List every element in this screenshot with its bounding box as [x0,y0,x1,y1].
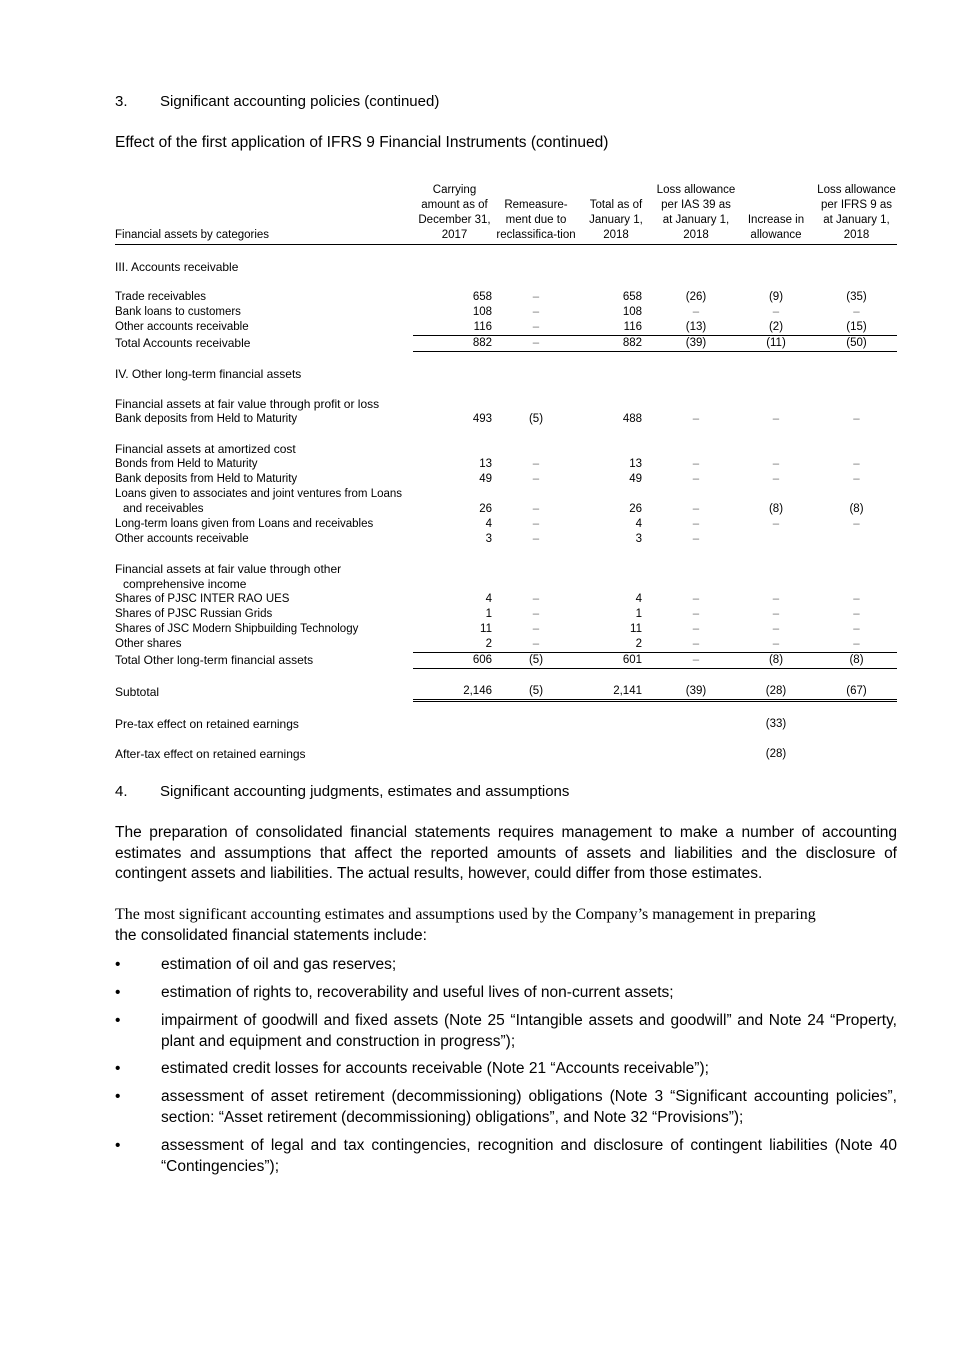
bullet-text: estimation of oil and gas reserves; [161,956,397,973]
empty-cell [816,747,897,762]
cell-carrying: 658 [472,291,492,303]
cell-total: 11 [630,623,642,635]
header-col-increase: Increase in allowance [736,183,816,245]
cell-ias39-allowance: – [692,518,700,530]
cell-remeasurement: – [532,518,540,530]
cell-carrying: 882 [413,336,496,352]
cell-remeasurement: – [532,623,540,635]
cell-increase: (28) [736,684,816,701]
bullet-symbol: • [115,956,121,973]
cell-ifrs9-allowance: (15) [846,321,867,333]
empty-cell [656,747,736,762]
cell-remeasurement: – [532,291,540,303]
cell-increase: – [772,593,780,605]
cell-ifrs9-allowance: – [853,638,860,650]
bullet-text: estimation of rights to, recoverability and useful lives of non-current assets; [161,984,674,1001]
row-label: Shares of JSC Modern Shipbuilding Technology [115,623,359,635]
cell-increase: (2) [768,321,784,333]
bullet-symbol: • [115,1060,121,1077]
cell-total: 1 [635,608,642,620]
bullet-text: assessment of legal and tax contingencies, recognition and disclosure of contingent liabilities (Note 40 “Contingencies”); [161,1137,897,1175]
cell-remeasurement: – [532,321,540,333]
subsection-title: Effect of the first application of IFRS 9 Financial Instruments (continued) [115,134,609,151]
cell-increase: – [772,623,780,635]
cell-total: 3 [635,533,642,545]
cell-ifrs9-allowance: (35) [846,291,867,303]
loans-associates-line1-text: Loans given to associates and joint ventures from Loans [115,488,403,500]
loans-associates-line1 [115,487,897,502]
cell-ifrs9-allowance [816,532,897,547]
cell-ifrs9-allowance: – [853,593,860,605]
paragraph-estimates [115,905,897,946]
cell-total: 2 [635,638,642,650]
aftertax-row [115,747,897,762]
cell-ias39-allowance: (39) [656,684,736,701]
cell-carrying: 4 [485,518,492,530]
cell-increase: (8) [736,653,816,669]
table-row [115,472,897,487]
row-spacer [115,547,897,562]
row-label: Bank deposits from Held to Maturity [115,473,298,485]
cell-remeasurement: – [532,503,540,515]
row-label: Bank deposits from Held to Maturity [115,413,298,425]
header-col-carrying: Carrying amount as of December 31, 2017 [413,183,496,245]
row-label: Other accounts receivable [115,321,249,334]
fvoci-heading-line1 [115,562,897,577]
section-title: Significant accounting judgments, estimates and assumptions [160,783,570,800]
cell-total: 4 [635,518,642,530]
table-row [115,336,897,352]
table-row [115,290,897,305]
cell-ifrs9-allowance: (67) [816,684,897,701]
section-title: Significant accounting policies (continued) [160,93,440,110]
row-label: and receivables [123,503,204,515]
cell-carrying: 26 [479,503,492,515]
table-row [115,532,897,547]
header-col-ias39: Loss allowance per IAS 39 as at January 1, 2018 [656,183,736,245]
section-3-heading [115,93,715,113]
cell-remeasurement: – [532,593,540,605]
section-long-term-assets-text: IV. Other long-term financial assets [115,367,302,381]
row-spacer [115,245,897,261]
section-number: 4. [115,783,128,800]
cell-ias39-allowance: – [692,458,700,470]
empty-cell [656,717,736,732]
table-row [115,592,897,607]
row-spacer [115,382,897,397]
amortized-cost-heading-text: Financial assets at amortized cost [115,442,296,456]
bullet-symbol: • [115,1088,121,1105]
cell-carrying: 4 [485,593,492,605]
section-long-term-assets [115,367,897,382]
cell-total: 882 [576,336,656,352]
cell-carrying: 606 [413,653,496,669]
row-label: Pre-tax effect on retained earnings [115,717,299,731]
cell-total: 116 [623,321,642,333]
fvoci-heading-line2 [115,577,897,592]
cell-carrying: 2,146 [413,684,496,701]
table-row [115,320,897,336]
bullet-text: assessment of asset retirement (decommissioning) obligations (Note 3 “Significant accounting policies”, section: “Asset retirement (decommissioning) obligations”, and Note 32 “Provisions”); [161,1088,897,1126]
cell-increase: (9) [768,291,784,303]
row-label: Shares of PJSC INTER RAO UES [115,593,290,605]
cell-remeasurement: – [532,533,540,545]
row-label: Trade receivables [115,291,206,303]
section-number: 3. [115,93,128,110]
table-header [115,183,897,245]
cell-increase: – [772,306,780,318]
cell-ifrs9-allowance: – [853,473,860,485]
cell-ias39-allowance: – [692,593,700,605]
cell-ias39-allowance: – [692,473,700,485]
cell-ias39-allowance: – [692,623,700,635]
cell-remeasurement: (5) [528,413,544,425]
row-spacer [115,669,897,685]
paragraph-preparation: The preparation of consolidated financial statements requires management to make a number of accounting estimates and assumptions that affect the reported amounts of assets and liabilities and the disclosure of contingent assets and liabilities. The actual results, however, could differ from those estimates. [115,824,897,882]
bullet-text: impairment of goodwill and fixed assets (Note 25 “Intangible assets and goodwill” and Note 24 “Property, plant and equipment and construction in progress”); [161,1012,897,1050]
row-label: Shares of PJSC Russian Grids [115,608,273,620]
cell-total: 26 [629,503,642,515]
table-row [115,684,897,701]
cell-ifrs9-allowance: – [853,518,860,530]
table-row [115,457,897,472]
cell-increase: – [772,518,780,530]
cell-increase: (33) [765,718,787,730]
row-label: After-tax effect on retained earnings [115,747,306,761]
cell-carrying: 108 [472,306,492,318]
cell-total: 601 [576,653,656,669]
bullet-symbol: • [115,1012,121,1029]
cell-ias39-allowance: – [692,638,700,650]
cell-ias39-allowance: – [692,413,700,425]
empty-cell [413,747,496,762]
cell-remeasurement: – [532,638,540,650]
cell-remeasurement: (5) [496,653,576,669]
cell-ias39-allowance: – [656,653,736,669]
cell-total: 488 [622,413,642,425]
cell-increase: – [772,473,780,485]
cell-total: 108 [622,306,642,318]
cell-total: 4 [635,593,642,605]
table-row [115,622,897,637]
cell-total: 13 [629,458,642,470]
cell-remeasurement: – [532,458,540,470]
cell-total: 2,141 [576,684,656,701]
cell-increase: (8) [768,503,784,515]
table-row [115,637,897,653]
header-col-total: Total as of January 1, 2018 [576,183,656,245]
table-row [115,653,897,669]
cell-ias39-allowance: (39) [656,336,736,352]
fvoci-heading-line1-text: Financial assets at fair value through other [115,562,342,576]
empty-cell [413,717,496,732]
cell-ias39-allowance: (26) [685,291,707,303]
empty-cell [576,717,656,732]
cell-ifrs9-allowance: – [853,413,860,425]
section-accounts-receivable-text: III. Accounts receivable [115,260,239,274]
cell-increase [736,532,816,547]
cell-carrying: 1 [485,608,492,620]
row-spacer [115,427,897,442]
pretax-row [115,717,897,732]
cell-remeasurement: – [532,473,540,485]
cell-ias39-allowance: (13) [685,321,707,333]
table-row [115,305,897,320]
cell-ifrs9-allowance: – [853,458,860,470]
section-accounts-receivable [115,260,897,275]
cell-carrying: 3 [485,533,492,545]
cell-increase: – [772,458,780,470]
row-spacer [115,701,897,718]
empty-cell [816,717,897,732]
cell-carrying: 11 [480,623,492,635]
cell-increase: – [772,413,780,425]
header-label: Financial assets by categories [115,183,413,245]
cell-increase: – [772,608,780,620]
row-spacer [115,732,897,747]
cell-remeasurement: (5) [496,684,576,701]
bullet-symbol: • [115,984,121,1001]
section-4-heading [115,783,815,803]
empty-cell [576,747,656,762]
cell-carrying: 116 [473,321,492,333]
cell-carrying: 493 [472,413,492,425]
fvpl-heading [115,397,897,412]
amortized-cost-heading [115,442,897,457]
cell-ias39-allowance: – [692,503,700,515]
table-row [115,517,897,532]
cell-ifrs9-allowance: – [853,306,860,318]
cell-ifrs9-allowance: – [853,608,860,620]
cell-ias39-allowance: – [692,608,700,620]
row-label: Bonds from Held to Maturity [115,458,258,470]
empty-cell [496,717,576,732]
cell-increase: – [772,638,780,650]
bullet-text: estimated credit losses for accounts receivable (Note 21 “Accounts receivable”); [161,1060,709,1077]
fvoci-heading-line2-text: comprehensive income [123,577,247,591]
cell-carrying: 13 [479,458,492,470]
row-spacer [115,275,897,290]
row-label: Subtotal [115,684,160,699]
row-label: Total Other long-term financial assets [115,653,314,667]
fvpl-heading-text: Financial assets at fair value through profit or loss [115,397,380,411]
cell-total: 49 [629,473,642,485]
cell-total: 658 [622,291,642,303]
row-label: Other accounts receivable [115,533,249,545]
header-col-ifrs9: Loss allowance per IFRS 9 as at January 1, 2018 [816,183,897,245]
row-label: Bank loans to customers [115,306,241,318]
cell-ias39-allowance: – [692,306,700,318]
cell-remeasurement: – [496,336,576,352]
table-row [115,502,897,517]
cell-ifrs9-allowance: (50) [816,336,897,352]
row-label: Other shares [115,638,182,651]
row-label: Total Accounts receivable [115,336,251,350]
cell-increase: (28) [765,748,787,760]
table-row [115,412,897,427]
cell-carrying: 49 [479,473,492,485]
row-label: Long-term loans given from Loans and receivables [115,518,374,530]
cell-ias39-allowance: – [692,533,700,545]
table-row [115,607,897,622]
paragraph-estimates-line1: The most significant accounting estimates and assumptions used by the Company’s management in preparing [115,906,816,923]
bullet-symbol: • [115,1137,121,1154]
paragraph-estimates-line2: the consolidated financial statements include: [115,926,427,944]
cell-carrying: 2 [485,638,492,650]
cell-increase: (11) [736,336,816,352]
header-col-remeasurement: Remeasure-ment due to reclassifica-tion [496,183,576,245]
empty-cell [496,747,576,762]
cell-ifrs9-allowance: (8) [849,503,864,515]
financial-assets-table [115,183,897,762]
cell-remeasurement: – [532,608,540,620]
cell-ifrs9-allowance: – [853,623,860,635]
cell-ifrs9-allowance: (8) [816,653,897,669]
cell-remeasurement: – [532,306,540,318]
row-spacer [115,352,897,368]
